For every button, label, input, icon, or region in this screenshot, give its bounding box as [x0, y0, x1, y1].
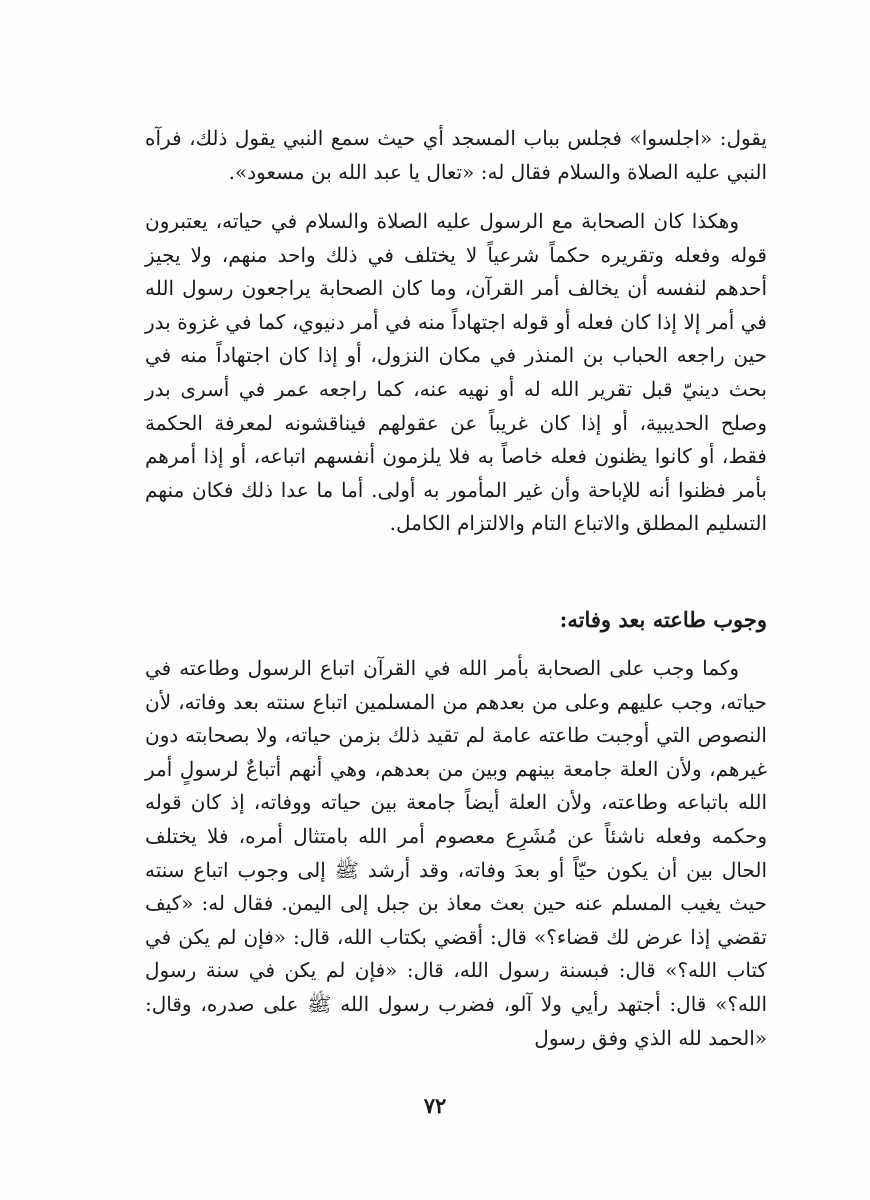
companions-paragraph: وهكذا كان الصحابة مع الرسول عليه الصلاة والسلام في حياته، يعتبرون قوله وفعله وتقريره حكماً شرعياً لا يختلف في ذلك واحد منهم، ولا يجيز أحدهم لنفسه أن يخالف أمر القرآن، وما كان الصحابة يراجعون رسول الله في أمر إلا إذا كان فعله أو قوله اجتهاداً منه في أمر دنيوي، كما في غزوة بدر حين راجعه الحباب بن المنذر في مكان النزول، أو إذا كان اجتهاداً منه في بحث دينيّ قبل تقرير الله له أو نهيه عنه، كما راجعه عمر في أسرى بدر وصلح الحديبية، أو إذا كان غريباً عن عقولهم فيناقشونه لمعرفة الحكمة فقط، أو كانوا يظنون فعله خاصاً به فلا يلزمون أنفسهم اتباعه، أو إذا أمرهم بأمر فظنوا أنه للإباحة وأن غير المأمور به أولى. أما ما عدا ذلك فكان منهم التسليم المطلق والاتباع التام والالتزام الكامل.	[145, 209, 768, 536]
intro-paragraph-block	[145, 122, 767, 189]
section-body-paragraph: وكما وجب على الصحابة بأمر الله في القرآن اتباع الرسول وطاعته في حياته، وجب عليهم وعلى من بعدهم من المسلمين اتباع سنته بعد وفاته، لأن النصوص التي أوجبت طاعته عامة لم تقيد ذلك بزمن حياته، ولا بصحابته دون غيرهم، ولأن العلة جامعة بينهم وبين من بعدهم، وهي أنهم أتباعٌ لرسولٍ أمر الله باتباعه وطاعته، ولأن العلة أيضاً جامعة بين حياته ووفاته، إذ كان قوله وحكمه وفعله ناشئاً عن مُشَرِع معصوم أمر الله بامتثال أمره، فلا يختلف الحال بين أن يكون حيّاً أو بعدَ وفاته، وقد أرشد ﷺ إلى وجوب اتباع سنته حيث يغيب المسلم عنه حين بعث معاذ بن جبل إلى اليمن. فقال له: «كيف تقضي إذا عرض لك قضاء؟» قال: أقضي بكتاب الله، قال: «فإن لم يكن في كتاب الله؟» قال: فبسنة رسول الله، قال: «فإن لم يكن في سنة رسول الله؟» قال: أجتهد رأيي ولا آلو، فضرب رسول الله ﷺ على صدره، وقال: «الحمد لله الذي وفق رسول	[145, 656, 768, 1050]
section-heading: وجوب طاعته بعد وفاته:	[559, 607, 767, 632]
companions-paragraph-block	[145, 205, 767, 541]
section-body-block	[145, 652, 767, 1055]
page-number: ٧٢	[423, 1093, 447, 1118]
intro-paragraph: يقول: «اجلسوا» فجلس بباب المسجد أي حيث سمع النبي يقول ذلك، فرآه النبي عليه الصلاة والسلام فقال له: «تعال يا عبد الله بن مسعود».	[145, 126, 767, 184]
